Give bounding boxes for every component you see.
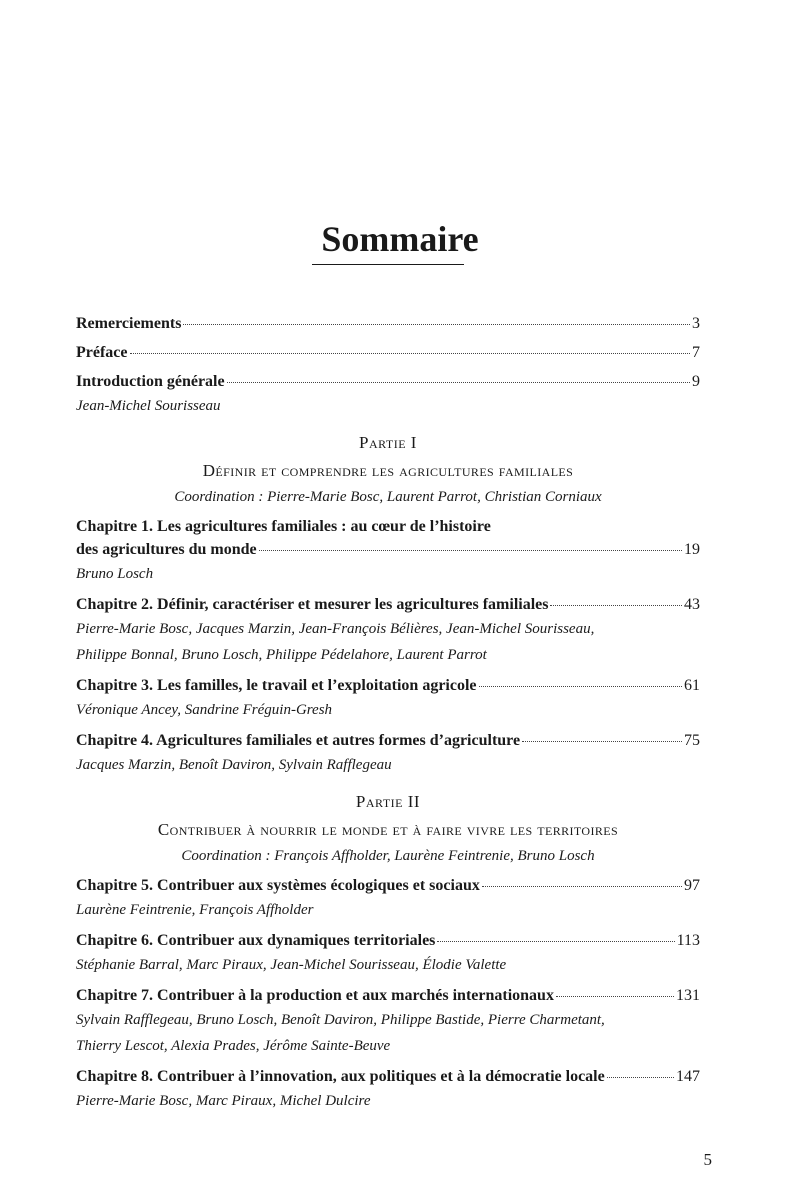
part-title: Définir et comprendre les agricultures familiales: [202, 461, 574, 480]
page-number: 97: [684, 877, 700, 894]
page-number: 43: [684, 596, 700, 613]
entry-title: Préface: [76, 344, 128, 361]
entry-title: Chapitre 3. Les familles, le travail et l’exploitation agricole: [76, 677, 477, 694]
part-coordination: Coordination : François Affholder, Laurène Feintrenie, Bruno Losch: [181, 848, 595, 864]
page-title: Sommaire: [321, 219, 479, 259]
table-of-contents: [76, 312, 700, 1114]
toc-entry-chapter-7[interactable]: [76, 984, 700, 1059]
dot-leader: [556, 996, 674, 997]
page-number: 113: [676, 932, 700, 949]
page-number: 7: [692, 344, 700, 361]
entry-title: Chapitre 2. Définir, caractériser et mesurer les agricultures familiales: [76, 596, 549, 613]
page-number: 3: [692, 315, 700, 332]
dot-leader: [183, 324, 690, 325]
entry-title: Chapitre 7. Contribuer à la production et aux marchés internationaux: [76, 987, 554, 1004]
page-number: 75: [684, 732, 700, 749]
page-number: 61: [684, 677, 700, 694]
entry-title: Remerciements: [76, 315, 182, 332]
part-title: Contribuer à nourrir le monde et à faire vivre les territoires: [157, 820, 619, 839]
page-number: 131: [676, 987, 700, 1004]
entry-title: Chapitre 8. Contribuer à l’innovation, aux politiques et à la démocratie locale: [76, 1068, 605, 1085]
toc-entry-chapter-4[interactable]: [76, 729, 700, 778]
page-number: 19: [684, 541, 700, 558]
toc-entry-chapter-5[interactable]: [76, 874, 700, 923]
dot-leader: [550, 605, 682, 606]
entry-title: Introduction générale: [76, 373, 225, 390]
entry-authors: Pierre-Marie Bosc, Jacques Marzin, Jean-François Bélières, Jean-Michel Sourisseau,: [76, 621, 595, 637]
entry-authors: Laurène Feintrenie, François Affholder: [76, 902, 314, 918]
entry-authors: Véronique Ancey, Sandrine Fréguin-Gresh: [76, 702, 333, 718]
entry-authors: Bruno Losch: [76, 566, 154, 582]
part-coordination: Coordination : Pierre-Marie Bosc, Laurent Parrot, Christian Corniaux: [174, 489, 602, 505]
part-label: Partie II: [355, 792, 421, 811]
dot-leader: [227, 382, 690, 383]
toc-entry-chapter-3[interactable]: [76, 674, 700, 723]
entry-title: Chapitre 5. Contribuer aux systèmes écologiques et sociaux: [76, 877, 480, 894]
toc-entry-chapter-2[interactable]: [76, 593, 700, 668]
dot-leader: [130, 353, 690, 354]
dot-leader: [522, 741, 682, 742]
dot-leader: [437, 941, 674, 942]
toc-entry-preface[interactable]: [76, 341, 700, 364]
toc-entry-remerciements[interactable]: [76, 312, 700, 335]
dot-leader: [607, 1077, 674, 1078]
entry-title: Chapitre 6. Contribuer aux dynamiques territoriales: [76, 932, 436, 949]
page-number: 147: [676, 1068, 700, 1085]
dot-leader: [482, 886, 682, 887]
toc-entry-introduction[interactable]: [76, 370, 700, 419]
entry-authors: Sylvain Rafflegeau, Bruno Losch, Benoît Daviron, Philippe Bastide, Pierre Charmetant,: [76, 1012, 605, 1028]
entry-authors: Stéphanie Barral, Marc Piraux, Jean-Michel Sourisseau, Élodie Valette: [76, 957, 507, 973]
part-label: Partie I: [359, 433, 417, 452]
entry-authors: Jacques Marzin, Benoît Daviron, Sylvain Rafflegeau: [76, 757, 392, 773]
entry-title: Chapitre 4. Agricultures familiales et autres formes d’agriculture: [76, 732, 521, 749]
toc-entry-chapter-1[interactable]: [76, 515, 700, 587]
entry-title-line1: Chapitre 1. Les agricultures familiales : au cœur de l’histoire: [76, 518, 491, 535]
entry-authors: Philippe Bonnal, Bruno Losch, Philippe Pédelahore, Laurent Parrot: [76, 647, 487, 663]
folio-page-number: 5: [703, 1150, 712, 1169]
title-underline: [312, 264, 464, 265]
entry-authors: Thierry Lescot, Alexia Prades, Jérôme Sainte-Beuve: [76, 1038, 391, 1054]
part-header-1: [76, 429, 700, 509]
page-number: 9: [692, 373, 700, 390]
dot-leader: [479, 686, 682, 687]
dot-leader: [259, 550, 682, 551]
toc-entry-chapter-6[interactable]: [76, 929, 700, 978]
entry-title: des agricultures du monde: [76, 541, 257, 558]
entry-authors: Jean-Michel Sourisseau: [76, 398, 221, 414]
part-header-2: [76, 788, 700, 868]
toc-entry-chapter-8[interactable]: [76, 1065, 700, 1114]
entry-authors: Pierre-Marie Bosc, Marc Piraux, Michel Dulcire: [76, 1093, 371, 1109]
